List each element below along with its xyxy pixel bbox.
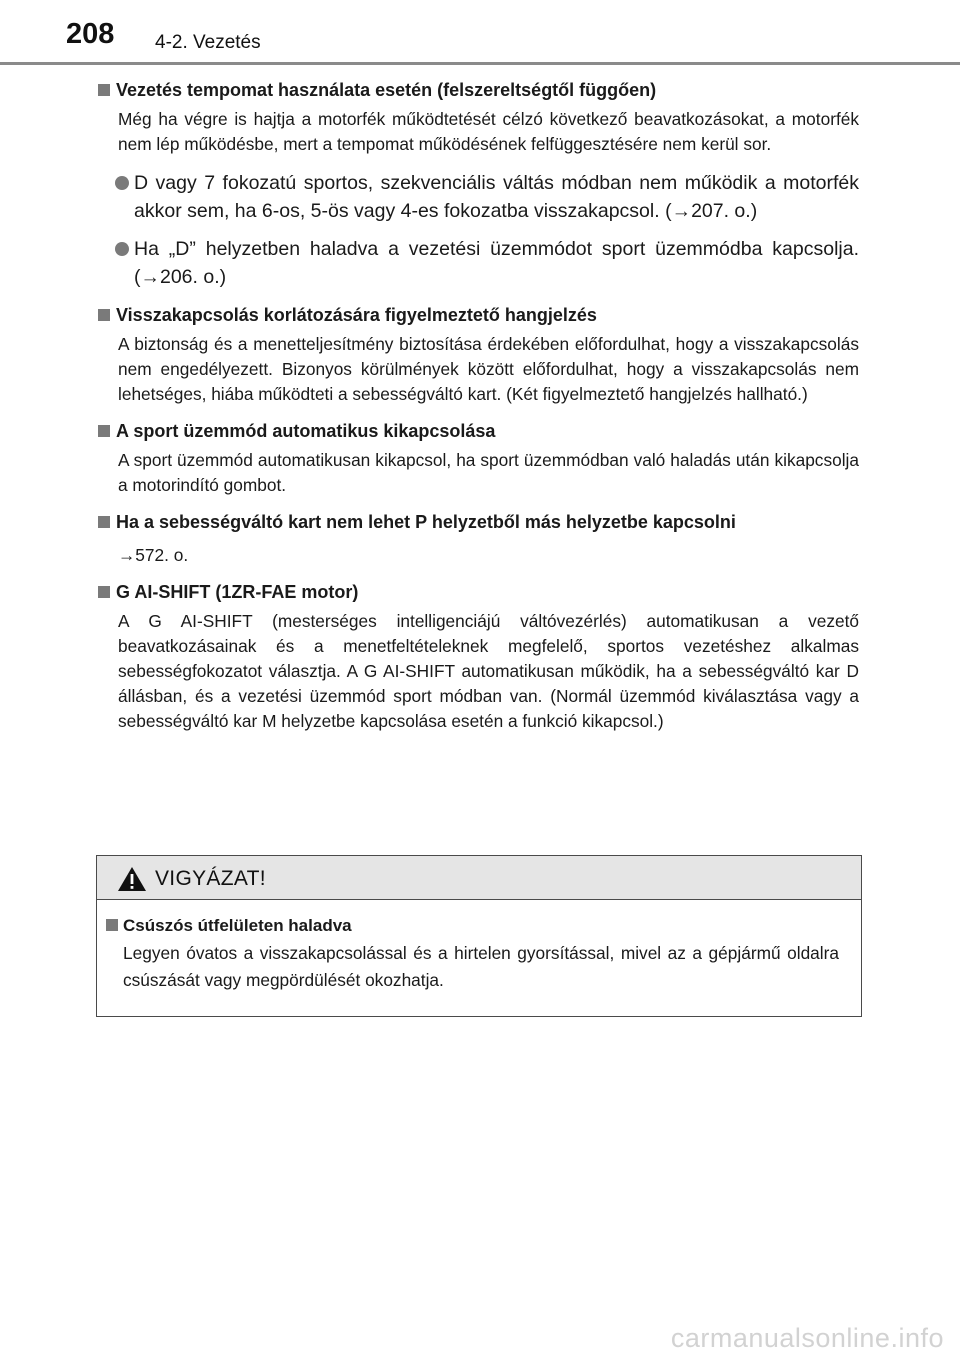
page-header xyxy=(0,0,960,66)
warning-triangle-icon xyxy=(117,866,147,897)
section-paragraph: A G AI-SHIFT (mesterséges intelligenciájú váltóvezérlés) automatikusan a vezető beavatkozásainak és a menetfeltételeknek megfelelő, sportos vezetéshez alkalmas sebességfokozatot választja. A G AI-SHIFT automatikusan működik, ha a sebességváltó kar D állásban, és a vezetési üzemmód sport módban van. (Normál üzemmód kiválasztása vagy a sebességváltó kar M helyzetbe kapcsolása esetén a funkció kikapcsol.) xyxy=(118,611,859,731)
section-heading-text: Ha a sebességváltó kart nem lehet P helyzetből más helyzetbe kapcsolni xyxy=(116,512,736,532)
section-heading-ai-shift xyxy=(97,580,859,605)
chapter-title: 4-2. Vezetés xyxy=(155,32,261,53)
section-heading-shift-lever-stuck xyxy=(97,510,859,535)
section-paragraph: Még ha végre is hajtja a motorfék működtetését célzó következő beavatkozásokat, a motorfék nem lép működésbe, mert a tempomat működésének felfüggesztésére nem kerül sor. xyxy=(118,109,859,154)
square-bullet-icon xyxy=(98,84,110,96)
square-bullet-icon xyxy=(98,309,110,321)
square-bullet-icon xyxy=(106,919,118,931)
watermark-text: carmanualsonline.info xyxy=(670,1323,944,1353)
caution-title: VIGYÁZAT! xyxy=(155,867,266,890)
section-heading-text: G AI-SHIFT (1ZR-FAE motor) xyxy=(116,582,359,602)
caution-box xyxy=(96,855,862,1017)
square-bullet-icon xyxy=(98,586,110,598)
section-heading-downshift-warning xyxy=(97,303,859,328)
circle-bullet-icon xyxy=(115,176,129,190)
page-number: 208 xyxy=(66,18,115,50)
list-item xyxy=(97,235,859,291)
section-paragraph: A biztonság és a menetteljesítmény biztosítása érdekében előfordulhat, hogy a visszakapcsolás nem engedélyezett. Bizonyos körülmények között előfordulhat, hogy a visszakapcsolás nem lehetséges, hiába működteti a sebességváltó kart. (Két figyelmeztető hangjelzés hallható.) xyxy=(118,334,859,404)
caution-subheading-text: Csúszós útfelületen haladva xyxy=(123,916,352,935)
header-divider xyxy=(0,62,960,65)
page-reference: →572. o. xyxy=(118,545,189,565)
list-item xyxy=(97,169,859,225)
section-heading-sport-mode-off xyxy=(97,419,859,444)
list-item-text: Ha „D” helyzetben haladva a vezetési üzemmódot sport üzemmódba kapcsolja. (→206. o.) xyxy=(134,238,859,288)
circle-bullet-icon xyxy=(115,242,129,256)
list-item-text: D vagy 7 fokozatú sportos, szekvenciális váltás módban nem működik a motorfék akkor sem, ha 6-os, 5-ös vagy 4-es fokozatba visszakapcsol. (→207. o.) xyxy=(134,172,859,222)
caution-body xyxy=(97,900,861,994)
caution-subheading xyxy=(106,914,839,938)
section-paragraph: A sport üzemmód automatikusan kikapcsol, ha sport üzemmódban való haladás után kikapcsolja a motorindító gombot. xyxy=(118,450,859,495)
section-heading-text: Vezetés tempomat használata esetén (felszereltségtől függően) xyxy=(116,80,657,100)
caution-paragraph: Legyen óvatos a visszakapcsolással és a hirtelen gyorsítással, mivel az a gépjármű oldalra csúszását vagy megpördülését okozhatja. xyxy=(123,943,839,990)
section-heading-text: Visszakapcsolás korlátozására figyelmeztető hangjelzés xyxy=(116,305,597,325)
section-heading-text: A sport üzemmód automatikus kikapcsolása xyxy=(116,421,496,441)
main-content xyxy=(97,78,859,734)
square-bullet-icon xyxy=(98,516,110,528)
section-heading-cruise-control xyxy=(97,78,859,103)
square-bullet-icon xyxy=(98,425,110,437)
caution-header xyxy=(97,856,861,900)
